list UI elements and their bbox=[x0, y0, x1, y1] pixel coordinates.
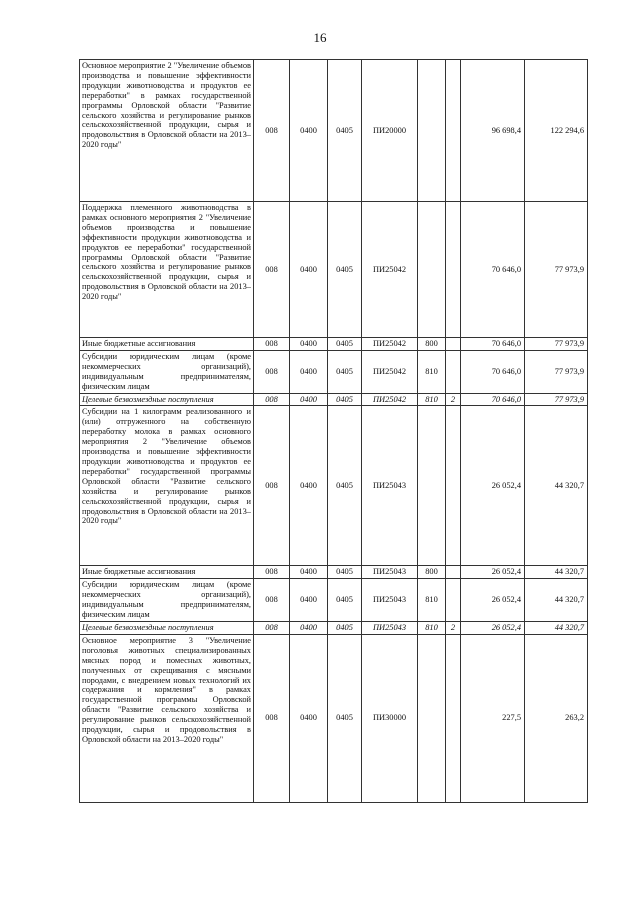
row-name-cell: Субсидии юридическим лицам (кроме некоммерческих организаций), индивидуальным предпринимателям, физическим лицам bbox=[80, 579, 254, 622]
section-code-cell: 0400 bbox=[290, 202, 328, 338]
target-article-cell: ПИ25043 bbox=[362, 621, 418, 634]
funding-source-cell bbox=[446, 338, 461, 351]
subsection-code-cell: 0405 bbox=[328, 393, 362, 406]
amount-year1-cell: 70 646,0 bbox=[461, 202, 525, 338]
grbs-code-cell: 008 bbox=[254, 338, 290, 351]
expense-type-cell: 810 bbox=[418, 350, 446, 393]
grbs-code-cell: 008 bbox=[254, 566, 290, 579]
amount-year2-cell: 44 320,7 bbox=[525, 579, 588, 622]
table-row bbox=[80, 406, 588, 566]
subsection-code-cell: 0405 bbox=[328, 634, 362, 802]
row-name-cell: Иные бюджетные ассигнования bbox=[80, 338, 254, 351]
amount-year1-cell: 70 646,0 bbox=[461, 350, 525, 393]
section-code-cell: 0400 bbox=[290, 393, 328, 406]
amount-year1-cell: 70 646,0 bbox=[461, 338, 525, 351]
section-code-cell: 0400 bbox=[290, 406, 328, 566]
row-name-cell: Основное мероприятие 2 "Увеличение объемов производства и повышение эффективности продукции животноводства и продуктов ее переработки" в рамках государственной программы Орловской области "Развитие сельского хозяйства и регулирование рынков сельскохозяйственной продукции, сырья и продовольствия в Орловской области на 2013–2020 годы" bbox=[80, 60, 254, 202]
target-article-cell: ПИ25042 bbox=[362, 202, 418, 338]
row-name-cell: Иные бюджетные ассигнования bbox=[80, 566, 254, 579]
amount-year2-cell: 122 294,6 bbox=[525, 60, 588, 202]
funding-source-cell bbox=[446, 406, 461, 566]
amount-year2-cell: 44 320,7 bbox=[525, 406, 588, 566]
table-row bbox=[80, 202, 588, 338]
subsection-code-cell: 0405 bbox=[328, 566, 362, 579]
expense-type-cell: 810 bbox=[418, 393, 446, 406]
amount-year2-cell: 77 973,9 bbox=[525, 350, 588, 393]
expense-type-cell: 800 bbox=[418, 338, 446, 351]
table-row bbox=[80, 566, 588, 579]
grbs-code-cell: 008 bbox=[254, 621, 290, 634]
expense-type-cell: 810 bbox=[418, 621, 446, 634]
grbs-code-cell: 008 bbox=[254, 202, 290, 338]
expense-type-cell: 800 bbox=[418, 566, 446, 579]
table-row bbox=[80, 621, 588, 634]
section-code-cell: 0400 bbox=[290, 350, 328, 393]
funding-source-cell bbox=[446, 566, 461, 579]
section-code-cell: 0400 bbox=[290, 60, 328, 202]
expense-type-cell: 810 bbox=[418, 579, 446, 622]
amount-year1-cell: 26 052,4 bbox=[461, 406, 525, 566]
grbs-code-cell: 008 bbox=[254, 406, 290, 566]
subsection-code-cell: 0405 bbox=[328, 406, 362, 566]
subsection-code-cell: 0405 bbox=[328, 60, 362, 202]
row-name-cell: Субсидии юридическим лицам (кроме некоммерческих организаций), индивидуальным предпринимателям, физическим лицам bbox=[80, 350, 254, 393]
amount-year1-cell: 227,5 bbox=[461, 634, 525, 802]
table-body bbox=[80, 60, 588, 803]
table-row bbox=[80, 350, 588, 393]
section-code-cell: 0400 bbox=[290, 566, 328, 579]
row-name-cell: Целевые безвозмездные поступления bbox=[80, 393, 254, 406]
subsection-code-cell: 0405 bbox=[328, 621, 362, 634]
funding-source-cell: 2 bbox=[446, 621, 461, 634]
amount-year1-cell: 26 052,4 bbox=[461, 579, 525, 622]
expense-type-cell bbox=[418, 406, 446, 566]
expense-type-cell bbox=[418, 60, 446, 202]
subsection-code-cell: 0405 bbox=[328, 202, 362, 338]
amount-year2-cell: 263,2 bbox=[525, 634, 588, 802]
row-name-cell: Поддержка племенного животноводства в рамках основного мероприятия 2 "Увеличение объемов производства и повышение эффективности продукции животноводства и продуктов ее переработки" государственной программы Орловской области "Развитие сельского хозяйства и регулирование рынков сельскохозяйственной продукции, сырья и продовольствия в Орловской области на 2013–2020 годы" bbox=[80, 202, 254, 338]
subsection-code-cell: 0405 bbox=[328, 579, 362, 622]
amount-year1-cell: 26 052,4 bbox=[461, 621, 525, 634]
amount-year2-cell: 44 320,7 bbox=[525, 566, 588, 579]
target-article-cell: ПИ20000 bbox=[362, 60, 418, 202]
funding-source-cell bbox=[446, 350, 461, 393]
funding-source-cell bbox=[446, 202, 461, 338]
section-code-cell: 0400 bbox=[290, 338, 328, 351]
target-article-cell: ПИ25043 bbox=[362, 579, 418, 622]
row-name-cell: Основное мероприятие 3 "Увеличение поголовья животных специализированных мясных пород и помесных животных, полученных от скрещивания с мясными породами, с внедрением новых технологий их содержания и кормления" в рамках государственной программы Орловской области "Развитие сельского хозяйства и регулирование рынков сельскохозяйственной продукции, сырья и продовольствия в Орловской области на 2013–2020 годы" bbox=[80, 634, 254, 802]
amount-year1-cell: 70 646,0 bbox=[461, 393, 525, 406]
amount-year2-cell: 77 973,9 bbox=[525, 202, 588, 338]
table-row bbox=[80, 338, 588, 351]
table-row bbox=[80, 393, 588, 406]
target-article-cell: ПИ25042 bbox=[362, 350, 418, 393]
target-article-cell: ПИ30000 bbox=[362, 634, 418, 802]
row-name-cell: Субсидии на 1 килограмм реализованного и (или) отгруженного на собственную переработку молока в рамках основного мероприятия 2 "Увеличение объемов производства и повышение эффективности продукции животноводства и продуктов ее переработки" государственной программы Орловской области "Развитие сельского хозяйства и регулирование рынков сельскохозяйственной продукции, сырья и продовольствия в Орловской области на 2013–2020 годы" bbox=[80, 406, 254, 566]
table-row bbox=[80, 634, 588, 802]
table-row bbox=[80, 60, 588, 202]
subsection-code-cell: 0405 bbox=[328, 350, 362, 393]
expense-type-cell bbox=[418, 634, 446, 802]
funding-source-cell bbox=[446, 60, 461, 202]
target-article-cell: ПИ25043 bbox=[362, 566, 418, 579]
section-code-cell: 0400 bbox=[290, 579, 328, 622]
amount-year2-cell: 44 320,7 bbox=[525, 621, 588, 634]
expense-type-cell bbox=[418, 202, 446, 338]
grbs-code-cell: 008 bbox=[254, 60, 290, 202]
amount-year2-cell: 77 973,9 bbox=[525, 338, 588, 351]
amount-year1-cell: 96 698,4 bbox=[461, 60, 525, 202]
row-name-cell: Целевые безвозмездные поступления bbox=[80, 621, 254, 634]
grbs-code-cell: 008 bbox=[254, 350, 290, 393]
target-article-cell: ПИ25042 bbox=[362, 338, 418, 351]
page-number: 16 bbox=[313, 30, 327, 45]
grbs-code-cell: 008 bbox=[254, 579, 290, 622]
target-article-cell: ПИ25043 bbox=[362, 406, 418, 566]
grbs-code-cell: 008 bbox=[254, 634, 290, 802]
target-article-cell: ПИ25042 bbox=[362, 393, 418, 406]
section-code-cell: 0400 bbox=[290, 621, 328, 634]
section-code-cell: 0400 bbox=[290, 634, 328, 802]
amount-year2-cell: 77 973,9 bbox=[525, 393, 588, 406]
funding-source-cell: 2 bbox=[446, 393, 461, 406]
amount-year1-cell: 26 052,4 bbox=[461, 566, 525, 579]
subsection-code-cell: 0405 bbox=[328, 338, 362, 351]
budget-table bbox=[79, 59, 588, 803]
funding-source-cell bbox=[446, 579, 461, 622]
funding-source-cell bbox=[446, 634, 461, 802]
grbs-code-cell: 008 bbox=[254, 393, 290, 406]
table-row bbox=[80, 579, 588, 622]
